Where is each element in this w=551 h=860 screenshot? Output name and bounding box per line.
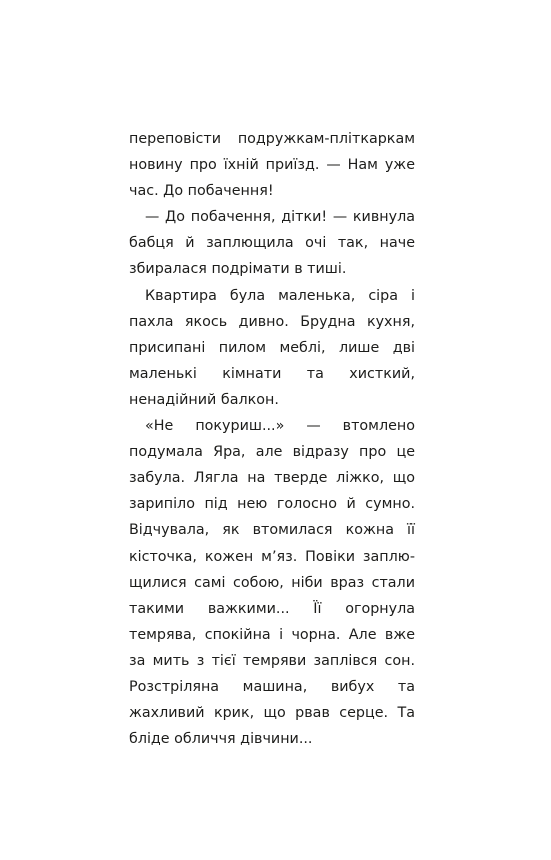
paragraph-continuation: переповісти подружкам-пліткаркам новину про їхній приїзд. — Нам уже час. До побачення! xyxy=(129,131,415,200)
paragraph-dream: «Не покуриш...» — втомлено подумала Яра, але відразу про це забула. Лягла на тверде ліжко, що зарипіло під нею голосно й сумно. Відчувала, як втомилася кожна її кісточка, кожен м’яз. Повіки заплющилися самі собою, ніби враз стали такими важкими... Її огорнула темрява, спокійна і чорна. Але вже за мить з тієї темряви заплівся сон. Розстріляна машина, вибух та жахливий крик, що рвав серце. Та бліде обличчя дівчини... xyxy=(129,418,415,748)
paragraph-apartment: Квартира була маленька, сіра і пахла якось дивно. Брудна кухня, присипані пилом меблі, лише дві маленькі кімнати та хисткий, ненадійний балкон. xyxy=(129,287,415,408)
paragraph-goodbye: — До побачення, дітки! — кивнула бабця й заплющила очі так, наче збиралася подрімати в тиші. xyxy=(129,209,415,278)
page-body-text xyxy=(129,126,415,752)
